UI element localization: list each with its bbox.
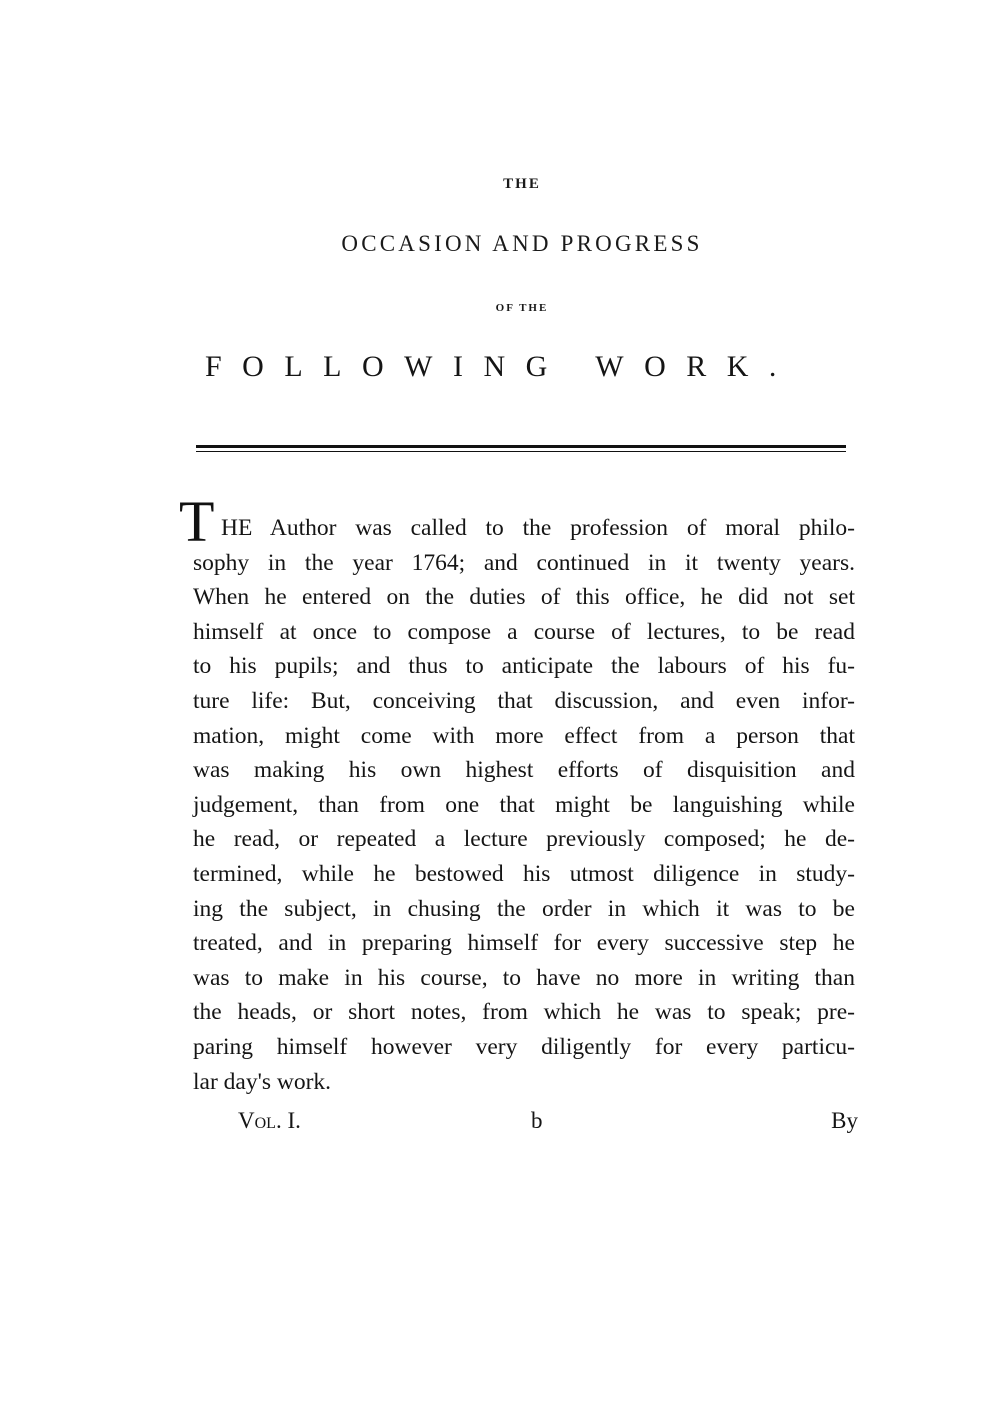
text-line: ing the subject, in chusing the order in which it was to be	[193, 895, 855, 922]
body-paragraph	[179, 489, 855, 1099]
text-line: the heads, or short notes, from which he was to speak; pre-	[193, 999, 855, 1026]
heading-the: THE	[503, 176, 541, 192]
text-line: was making his own highest efforts of disquisition and	[193, 757, 855, 784]
double-rule-thin	[196, 451, 846, 452]
text-line: judgement, than from one that might be languishing while	[193, 791, 855, 818]
double-rule-thick	[196, 445, 846, 448]
text-line: sophy in the year 1764; and continued in it twenty years.	[193, 549, 855, 576]
heading-of-the: OF THE	[495, 302, 549, 314]
heading-following-work: FOLLOWING WORK.	[205, 350, 797, 383]
text-line: termined, while he bestowed his utmost diligence in study-	[193, 860, 855, 887]
signature-mark: b	[531, 1108, 543, 1133]
heading-occasion-and-progress: OCCASION AND PROGRESS	[341, 231, 703, 256]
text-line: ture life: But, conceiving that discussion, and even infor-	[193, 687, 855, 714]
text-line: When he entered on the duties of this office, he did not set	[193, 584, 855, 611]
drop-cap: T	[179, 489, 215, 554]
text-line: paring himself however very diligently for every particu-	[193, 1033, 855, 1060]
text-line: HE Author was called to the profession of moral philo-	[221, 515, 855, 541]
text-line: mation, might come with more effect from a person that	[193, 722, 855, 749]
text-line: to his pupils; and thus to anticipate the labours of his fu-	[193, 653, 855, 680]
text-line: treated, and in preparing himself for every successive step he	[193, 930, 855, 957]
text-line: lar day's work.	[193, 1068, 332, 1095]
text-line: he read, or repeated a lecture previously composed; he de-	[193, 826, 855, 853]
text-line: was to make in his course, to have no more in writing than	[193, 964, 855, 991]
text-line: himself at once to compose a course of lectures, to be read	[193, 618, 855, 645]
volume-label: Vol. I.	[238, 1108, 301, 1133]
catchword: By	[831, 1108, 858, 1133]
